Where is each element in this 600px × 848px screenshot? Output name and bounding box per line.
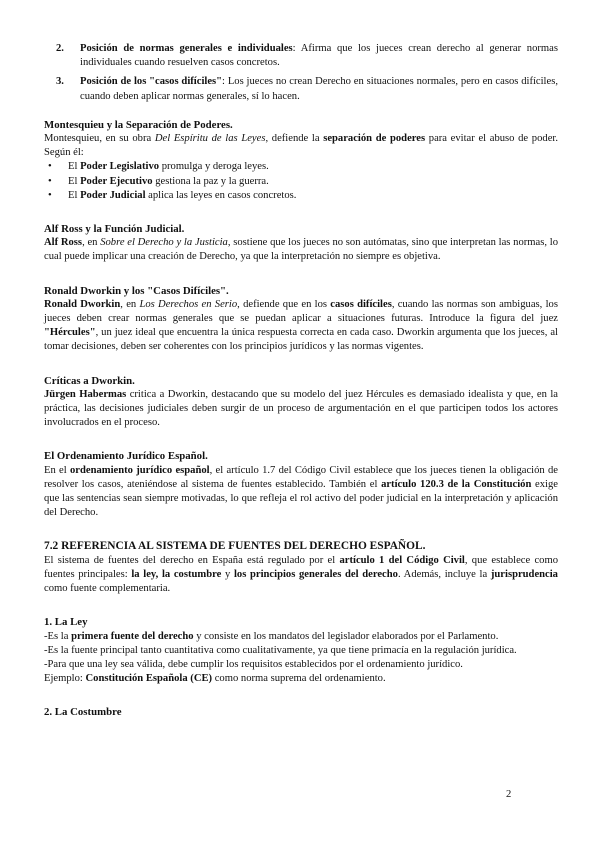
section-heading: El Ordenamiento Jurídico Español. [44,450,208,463]
section-heading: 1. La Ley [44,616,88,629]
paragraph: -Para que una ley sea válida, debe cumplir los requisitos establecidos por el ordenamiento jurídico. [44,658,463,670]
section-heading: Críticas a Dworkin. [44,374,135,387]
section-ross [44,222,558,265]
bullet-icon: • [48,161,52,173]
section-criticas [44,374,558,431]
section-montesquieu [44,118,558,203]
paragraph: Montesquieu, en su obra Del Espíritu de las Leyes, defiende la separación de poderes para evitar el abuso de poder. Según él: [44,133,558,159]
paragraph: Jürgen Habermas critica a Dworkin, destacando que su modelo del juez Hércules es demasiado idealista y que, en la práctica, las decisiones judiciales deben surgir de un proceso de argumentación en el que participen todos los actores involucrados en el proceso. [44,388,558,429]
list-item-text: : Los jueces no crean Derecho en situaciones normales, pero en casos difíciles, cuando deben aplicar normas generales, sí lo hacen. [80,76,558,102]
list-item [44,75,558,103]
section-sistema-fuentes [44,539,558,596]
bullet-icon: • [48,175,52,187]
section-ley [44,615,558,686]
list-item-term: Posición de normas generales e individuales [80,43,293,54]
section-heading: Alf Ross y la Función Judicial. [44,223,185,236]
list-number: 3. [56,76,64,88]
page-number: 2 [506,789,512,800]
list-item-term: Posición de los "casos difíciles" [80,76,223,88]
paragraph: El sistema de fuentes del derecho en España está regulado por el artículo 1 del Código Civil, que establece como fuentes principales: la ley, la costumbre y los principios generales del derecho. Además, incluye la jurisprudencia como fuente complementaria. [44,554,559,595]
section-costumbre [44,705,558,719]
paragraph: Ronald Dworkin, en Los Derechos en Serio, defiende que en los casos difíciles, cuando las normas son ambiguas, los jueces deben crear normas generales que se puedan aplicar a situaciones futuras. Introduce la figura del juez "Hércules", un juez ideal que encuentra la única respuesta correcta en cada caso. Dworkin argumenta que los jueces, al tomar decisiones, deben ser coherentes con los principios jurídicos y las normas vigentes. [44,298,558,353]
section-dworkin [44,284,558,355]
section-heading: Ronald Dworkin y los "Casos Difíciles". [44,284,229,297]
bullet-icon: • [48,189,52,201]
section-heading: 2. La Costumbre [44,706,122,719]
list-number: 2. [56,43,64,54]
bullet-item: • El Poder Judicial aplica las leyes en casos concretos. [44,189,558,203]
paragraph: En el ordenamiento jurídico español, el artículo 1.7 del Código Civil establece que los jueces tienen la obligación de resolver los casos, ateniéndose al sistema de fuentes establecido. También el artículo 120.3 de la Constitución exige que las sentencias sean siempre motivadas, lo que refleja el rol activo del poder judicial en la interpretación y aplicación del Derecho. [44,464,559,519]
list-item-text: : Afirma que los jueces crean derecho al generar normas individuales cuando resuelven casos concretos. [80,43,558,69]
numbered-list [44,42,558,104]
paragraph: -Es la fuente principal tanto cuantitativa como cualitativamente, ya que tiene primacía en la regulación jurídica. [44,644,517,656]
list-item [44,42,558,70]
paragraph: Alf Ross, en Sobre el Derecho y la Justicia, sostiene que los jueces no son autómatas, sino que interpretan las normas, lo cual puede implicar una creación de Derecho, ya que la interpretación no siempre es objetiva. [44,237,558,263]
bullet-item: • El Poder Ejecutivo gestiona la paz y la guerra. [44,175,558,189]
bullet-list [44,160,558,203]
section-heading: 7.2 REFERENCIA AL SISTEMA DE FUENTES DEL DERECHO ESPAÑOL. [44,540,426,553]
paragraph: Ejemplo: Constitución Española (CE) como norma suprema del ordenamiento. [44,673,386,685]
section-ordenamiento [44,449,558,520]
bullet-item: • El Poder Legislativo promulga y deroga leyes. [44,160,558,174]
page-content [44,42,558,720]
paragraph: -Es la primera fuente del derecho y consiste en los mandatos del legislador elaborados por el Parlamento. [44,630,499,642]
section-heading: Montesquieu y la Separación de Poderes. [44,118,233,131]
